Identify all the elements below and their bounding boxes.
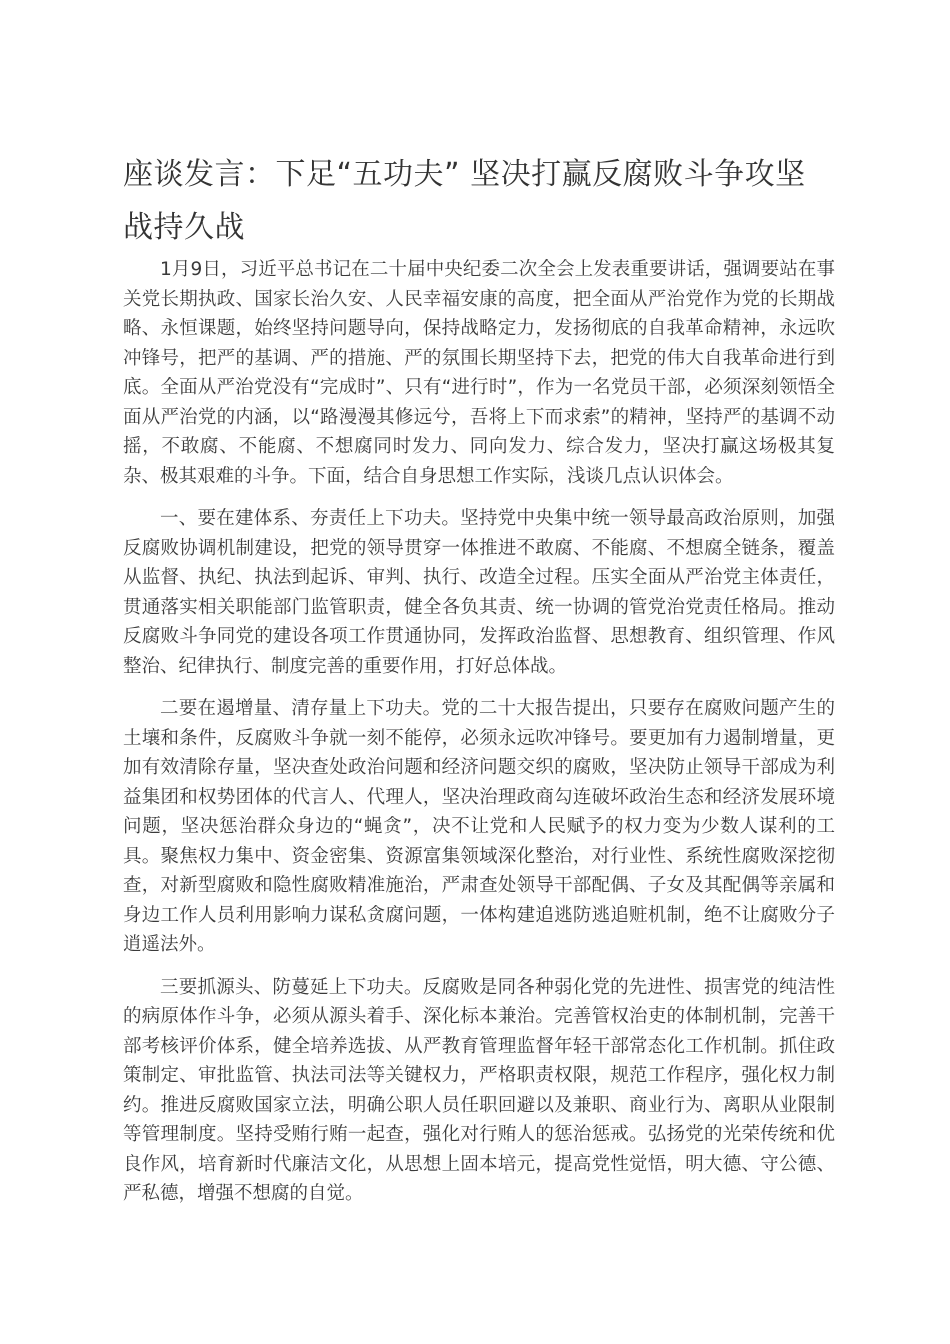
document-body: [123, 255, 835, 1222]
document-title: 座谈发言：下足“五功夫” 坚决打赢反腐败斗争攻坚战持久战: [123, 157, 806, 245]
paragraph-intro: 1月9日，习近平总书记在二十届中央纪委二次全会上发表重要讲话，强调要站在事关党长期执政、国家长治久安、人民幸福安康的高度，把全面从严治党作为党的长期战略、永恒课题，始终坚持问题导向，保持战略定力，发扬彻底的自我革命精神，永远吹冲锋号，把严的基调、严的措施、严的氛围长期坚持下去，把党的伟大自我革命进行到底。全面从严治党没有“完成时”、只有“进行时”，作为一名党员干部，必须深刻领悟全面从严治党的内涵，以“路漫漫其修远兮，吾将上下而求索”的精神，坚持严的基调不动摇，不敢腐、不能腐、不想腐同时发力、同向发力、综合发力，坚决打赢这场极其复杂、极其艰难的斗争。下面，结合自身思想工作实际，浅谈几点认识体会。: [123, 259, 835, 487]
paragraph-point-2: 二要在遏增量、清存量上下功夫。党的二十大报告提出，只要存在腐败问题产生的土壤和条件，反腐败斗争就一刻不能停，必须永远吹冲锋号。要更加有力遏制增量，更加有效清除存量，坚决查处政治问题和经济问题交织的腐败，坚决防止领导干部成为利益集团和权势团体的代言人、代理人，坚决治理政商勾连破坏政治生态和经济发展环境问题，坚决惩治群众身边的“蝇贪”，决不让党和人民赋予的权力变为少数人谋利的工具。聚焦权力集中、资金密集、资源富集领域深化整治，对行业性、系统性腐败深挖彻查，对新型腐败和隐性腐败精准施治，严肃查处领导干部配偶、子女及其配偶等亲属和身边工作人员利用影响力谋私贪腐问题，一体构建追逃防逃追赃机制，绝不让腐败分子逍遥法外。: [123, 698, 835, 955]
paragraph-point-1: 一、要在建体系、夯责任上下功夫。坚持党中央集中统一领导最高政治原则，加强反腐败协调机制建设，把党的领导贯穿一体推进不敢腐、不能腐、不想腐全链条，覆盖从监督、执纪、执法到起诉、审判、执行、改造全过程。压实全面从严治党主体责任，贯通落实相关职能部门监管职责，健全各负其责、统一协调的管党治党责任格局。推动反腐败斗争同党的建设各项工作贯通协同，发挥政治监督、思想教育、组织管理、作风整治、纪律执行、制度完善的重要作用，打好总体战。: [123, 508, 835, 677]
paragraph-point-3: 三要抓源头、防蔓延上下功夫。反腐败是同各种弱化党的先进性、损害党的纯洁性的病原体作斗争，必须从源头着手、深化标本兼治。完善管权治吏的体制机制，完善干部考核评价体系，健全培养选拔、从严教育管理监督年轻干部常态化工作机制。抓住政策制定、审批监管、执法司法等关键权力，严格职责权限，规范工作程序，强化权力制约。推进反腐败国家立法，明确公职人员任职回避以及兼职、商业行为、离职从业限制等管理制度。坚持受贿行贿一起查，强化对行贿人的惩治惩戒。弘扬党的光荣传统和优良作风，培育新时代廉洁文化，从思想上固本培元，提高党性觉悟，明大德、守公德、严私德，增强不想腐的自觉。: [123, 976, 835, 1204]
